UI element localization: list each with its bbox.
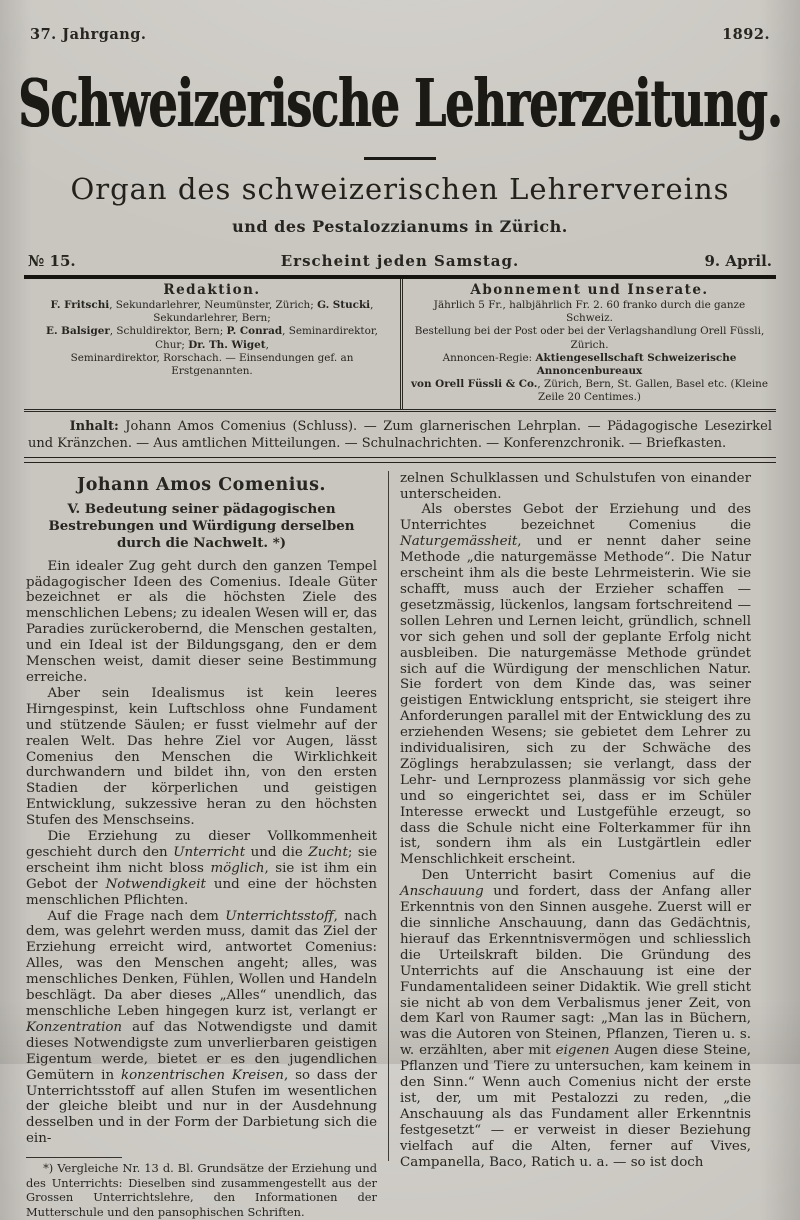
abonnement-line: von Orell Füssli & Co., Zürich, Bern, St. Gallen, Basel etc. (Kleine Zeile 20 Centimes.) (411, 378, 768, 404)
title-divider-rule (364, 157, 436, 160)
left-column (26, 471, 388, 1219)
publication-schedule: Erscheint jeden Samstag. (280, 252, 520, 270)
paragraph: Aber sein Idealismus ist kein leeres Hirngespinst, kein Luftschloss ohne Fundament und stützende Säulen; er fusst vielmehr auf der realen Welt. Das hehre Ziel vor Augen, lässt Comenius den Menschen die Wirklichkeit durchwandern und bildet ihn, von den ersten Stadien der körperlichen und geistigen Entwicklung, sukzessive heran zu den höchsten Stufen des Menschseins. (26, 685, 377, 829)
volume-label: 37. Jahrgang. (30, 26, 147, 43)
redaktion-line: Seminardirektor, Rorschach. — Einsendungen gef. an Erstgenannten. (70, 351, 354, 378)
abonnement-line: Annoncen-Regie: Aktiengesellschaft Schweizerische Annoncenbureaux (442, 351, 737, 378)
footnote: *) Vergleiche Nr. 13 d. Bl. Grundsätze der Erziehung und des Unterrichts: Dieselben sind zusammengestellt aus der Grossen Unterrichtslehre, den Informationen der Mutterschule und den pansophischen Schriften. (26, 1161, 377, 1219)
year-label: 1892. (722, 26, 770, 43)
right-column (389, 471, 751, 1171)
issue-info-row (0, 252, 800, 270)
paragraph: Auf die Frage nach dem Unterrichtsstoff, nach dem, was gelehrt werden muss, damit das Ziel der Erziehung erreicht wird, antwortet Comenius: Alles, was den Menschen angeht; alles, was menschliches Denken, Fühlen, Wollen und Handeln beschlägt. Da aber dieses „Alles“ unendlich, das menschliche Leben hingegen kurz ist, verlangt er Konzentration auf das Notwendigste und damit dieses Notwendigste zum unverlierbaren geistigen Eigentum werde, bietet er es den jugendlichen Gemütern in konzentrischen Kreisen, so dass der Unterrichtsstoff auf allen Stufen im wesentlichen der gleiche bleibt und nur in der Ausdehnung desselben und in der Form der Darbietung sich die ein- (26, 908, 378, 1147)
table-of-contents: Inhalt: Johann Amos Comenius (Schluss). — Zum glarnerischen Lehrplan. — Pädagogische Lesezirkel und Kränzchen. — Aus amtlichen Mitteilungen. — Schulnachrichten. — Konferenzchronik. — Briefkasten. (28, 418, 772, 451)
abonnement-block (400, 279, 776, 409)
redaktion-line: F. Fritschi, Sekundarlehrer, Neumünster, Zürich; G. Stucki, Sekundarlehrer, Bern; (50, 299, 374, 325)
article-title: Johann Amos Comenius. (76, 474, 327, 495)
organ-subtitle: Organ des schweizerischen Lehrervereins (70, 172, 730, 206)
issue-number: № 15. (28, 252, 76, 270)
paragraph: Als oberstes Gebot der Erziehung und des Unterrichtes bezeichnet Comenius die Naturgemässheit, und er nennt daher seine Methode „die naturgemässe Methode“. Die Natur erscheint ihm als die beste Lehrmeisterin. Wie sie schafft, muss auch der Erzieher schaffen — gesetzmässig, lückenlos, langsam fortschreitend — sollen Lehren und Lernen leicht, gründlich, schnell vor sich gehen und soll der geplante Erfolg nicht ausbleiben. Die naturgemässe Methode gründet sich auf die Würdigung der menschlichen Natur. Sie fordert von dem Kinde das, was seiner geistigen Entwicklung entspricht, sie steigert ihre Anforderungen parallel mit der Entwicklung des zu erziehenden Wesens; sie gebietet dem Lehrer zu individualisiren, sich zu der Schwäche des Zöglings herabzulassen; sie verlangt, dass der Lehr- und Lernprozess planmässig vor sich gehe und so eingerichtet sei, dass er im Schüler Interesse erweckt und Lustgefühle erzeugt, so dass die Schule nicht eine Folterkammer für ihn ist, sondern ihm als ein Lustgärtlein edler Menschlichkeit erscheint. (400, 502, 751, 868)
issue-date: 9. April. (704, 252, 772, 270)
paragraph: Ein idealer Zug geht durch den ganzen Tempel pädagogischer Ideen des Comenius. Ideale Güter bezeichnet er als die höchsten Ziele des menschlichen Lebens; zu idealen Wesen will er, das Paradies zurückerobernd, die Menschen gestalten, und ein Ideal ist der Bildungsgang, den er dem Menschen weist, damit dieser seine Bestimmung erreiche. (26, 558, 377, 685)
article-body (0, 463, 800, 1219)
masthead-title: Schweizerische Lehrerzeitung. (18, 65, 782, 142)
footnote-separator (26, 1157, 122, 1158)
article-subtitle: V. Bedeutung seiner pädagogischen Bestrebungen und Würdigung derselben durch die Nachwelt. *) (48, 500, 355, 551)
redaktion-line: E. Balsiger, Schuldirektor, Bern; P. Conrad, Seminardirektor, Chur; Dr. Th. Wiget, (46, 325, 378, 351)
abonnement-line: Bestellung bei der Post oder bei der Verlagshandlung Orell Füssli, Zürich. (414, 325, 765, 351)
redaktion-title: Redaktion. (163, 282, 261, 298)
pestalozzianum-subtitle: und des Pestalozzianums in Zürich. (232, 217, 568, 236)
masthead-info (24, 279, 776, 412)
abonnement-line: Jährlich 5 Fr., halbjährlich Fr. 2. 60 franko durch die ganze Schweiz. (433, 299, 746, 325)
paragraph: zelnen Schulklassen und Schulstufen von einander unterscheiden. (400, 470, 751, 502)
redaktion-block (24, 279, 400, 409)
paragraph: Den Unterricht basirt Comenius auf die Anschauung und fordert, dass der Anfang aller Erkenntnis von den Sinnen ausgehe. Zuerst will er die sinnliche Anschauung, dann das Gedächtnis, hierauf das Erkenntnisvermögen und schliesslich die Urteilskraft bilden. Die Gründung des Unterrichts auf die Anschauung ist eine der Fundamentalideen seiner Didaktik. Wie grell sticht sie nicht ab von dem Verbalismus jener Zeit, von dem Karl von Raumer sagt: „Man las in Büchern, was die Autoren von Steinen, Pflanzen, Tieren u. s. w. erzählten, aber mit eigenen Augen diese Steine, Pflanzen und Tiere zu untersuchen, kam keinem in den Sinn.“ Wenn auch Comenius nicht der erste ist, der, um mit Pestalozzi zu reden, „die Anschauung als das Fundament aller Erkenntnis festgesetzt“ — er verweist in dieser Beziehung vielfach auf die Alten, ferner auf Vives, Campanella, Baco, Ratich u. a. — so ist doch (400, 868, 751, 1170)
paragraph: Die Erziehung zu dieser Vollkommenheit geschieht durch den Unterricht und die Zucht; sie erscheint ihm nicht bloss möglich, sie ist ihm ein Gebot der Notwendigkeit und eine der höchsten menschlichen Pflichten. (26, 829, 377, 908)
volume-year-row (0, 0, 800, 43)
abonnement-title: Abonnement und Inserate. (470, 282, 709, 298)
